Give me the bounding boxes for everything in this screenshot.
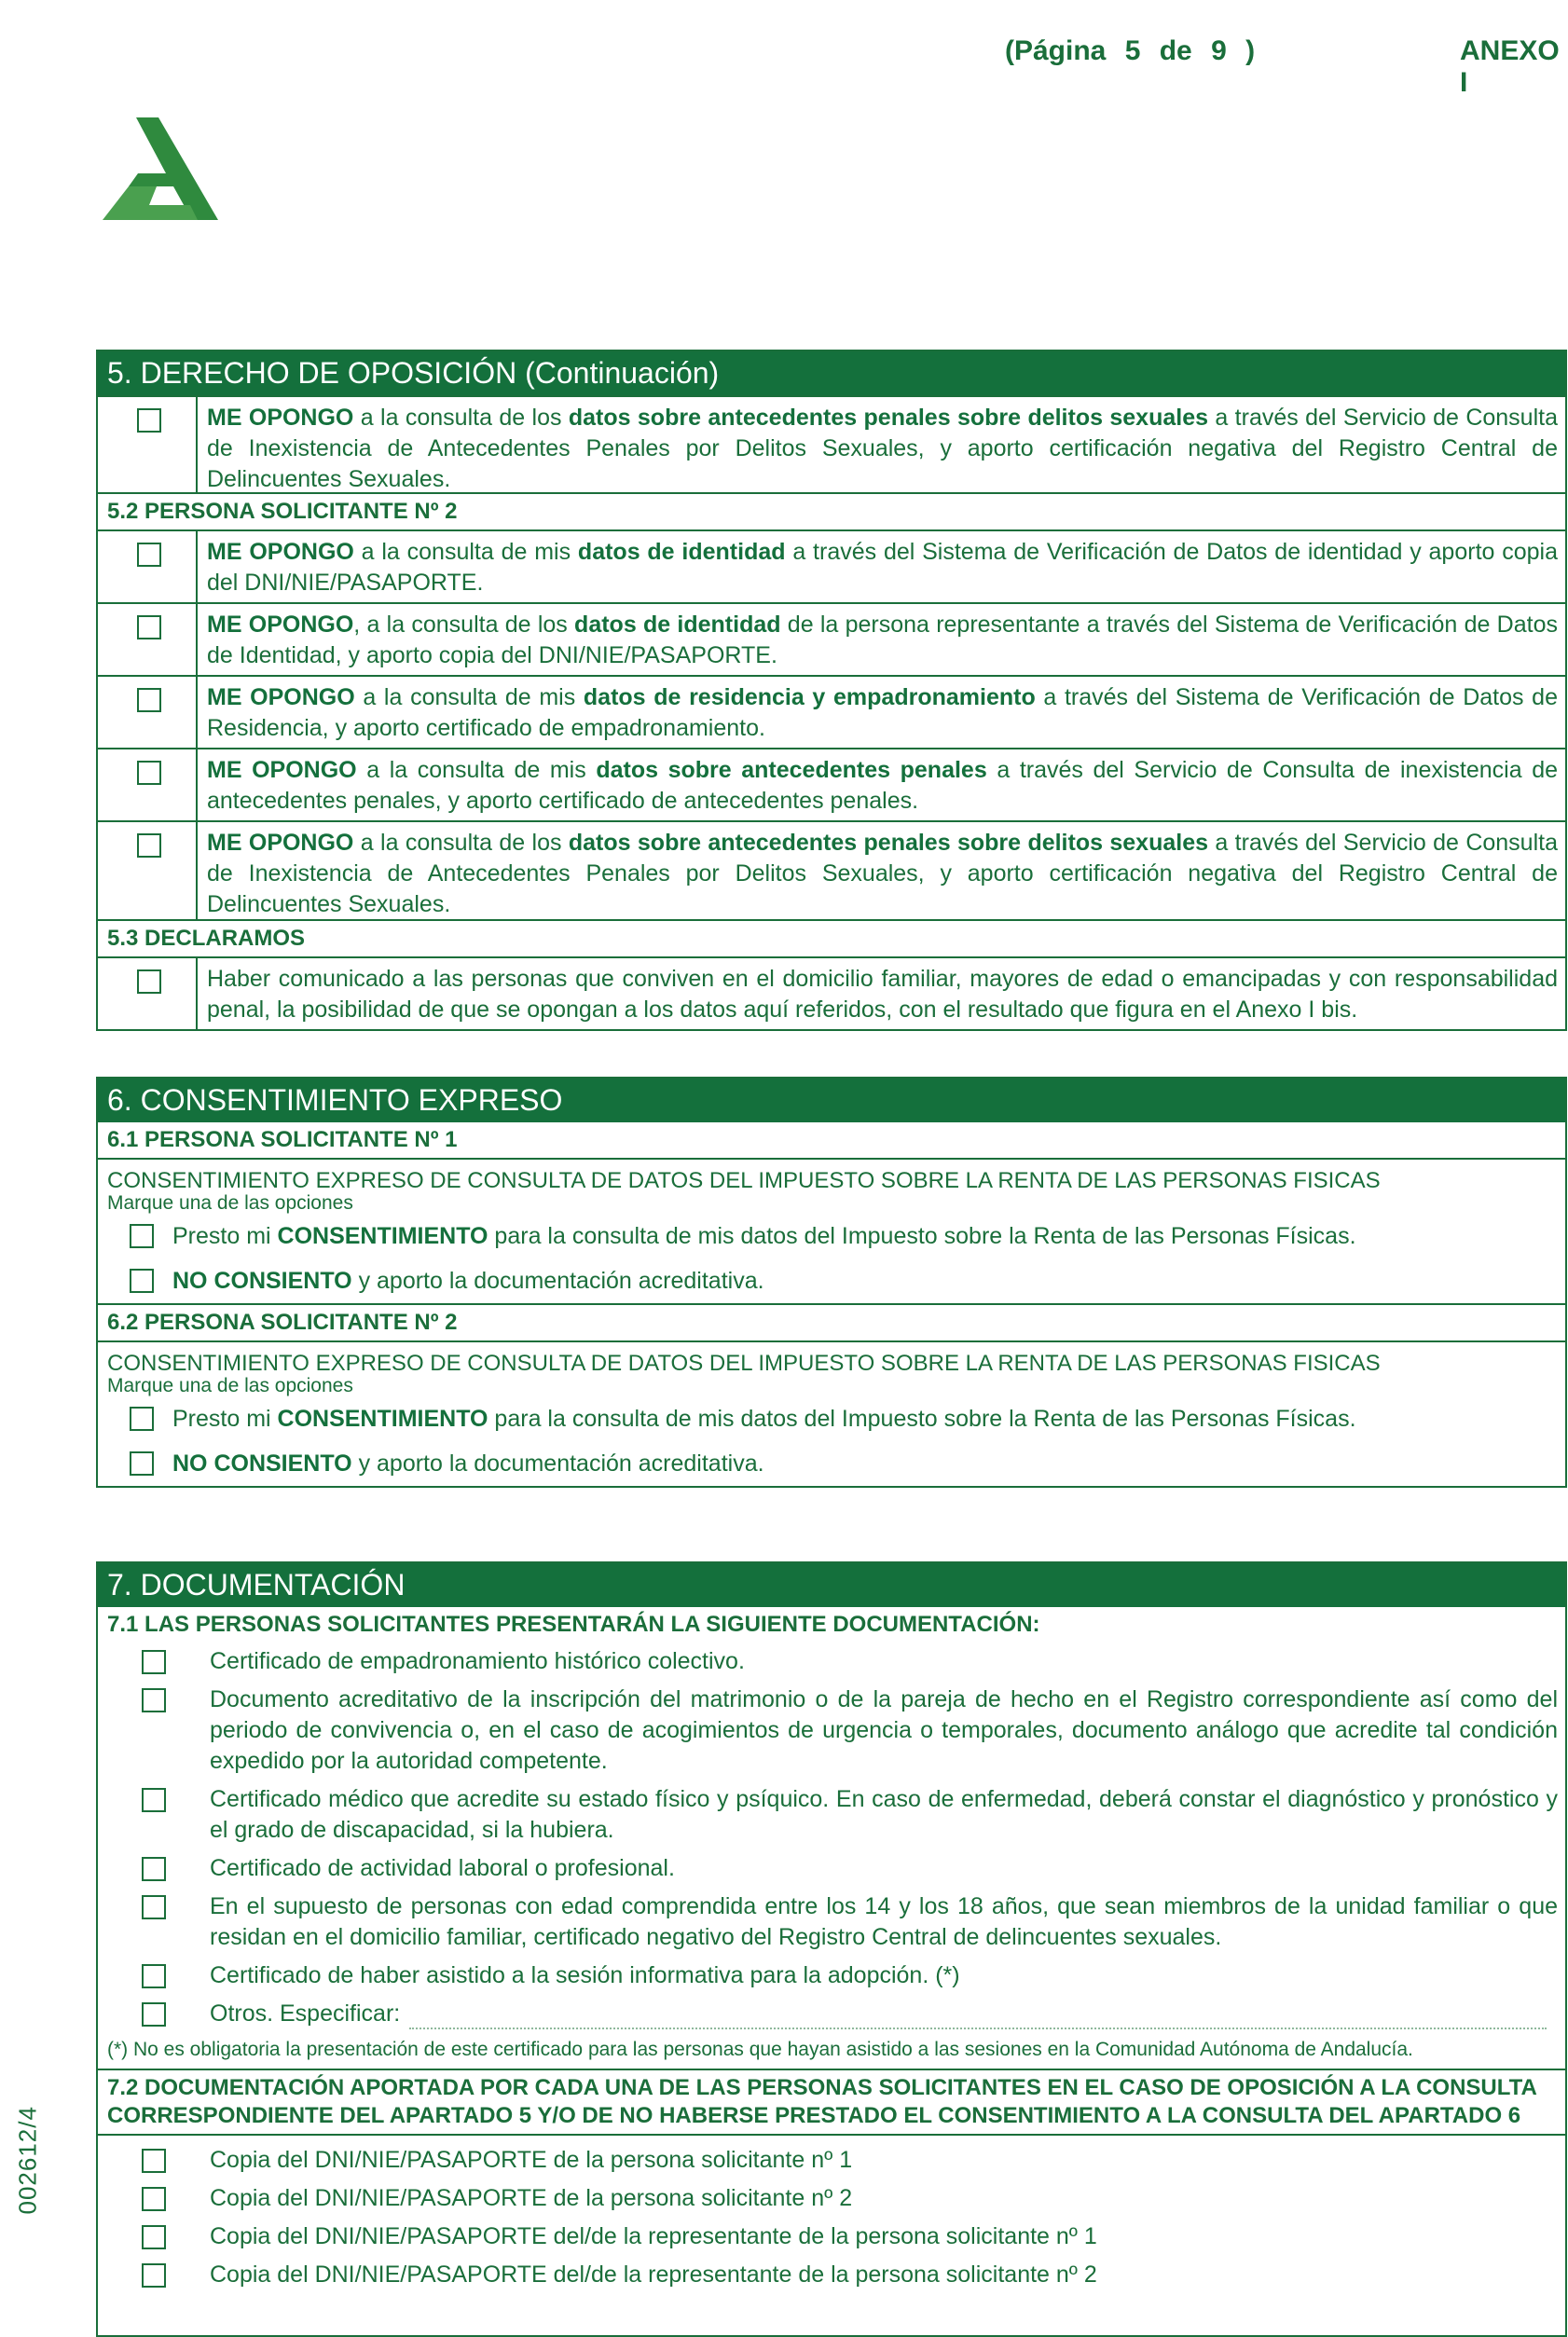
section-5-oposicion <box>96 350 1567 1031</box>
consent-no-option[interactable]: NO CONSIENTO y aporto la documentación acreditativa. <box>98 1258 1565 1303</box>
document-checkbox[interactable] <box>142 1650 166 1674</box>
declaramos-checkbox[interactable] <box>137 969 161 994</box>
oposicion-checkbox[interactable] <box>137 543 161 567</box>
consent-yes-option[interactable]: Presto mi CONSENTIMIENTO para la consulta de mis datos del Impuesto sobre la Renta de las Personas Físicas. <box>98 1396 1565 1441</box>
document-item: Copia del DNI/NIE/PASAPORTE de la persona solicitante nº 1 <box>98 2141 1565 2179</box>
consent-no-checkbox[interactable] <box>130 1269 154 1293</box>
oposicion-row: ME OPONGO a la consulta de los datos sobre antecedentes penales sobre delitos sexuales a través del Servicio de Consulta de Inexistencia de Antecedentes Penales por Delitos Sexuales, y aporto certificación negativa del Registro Central de Delincuentes Sexuales. <box>98 395 1565 492</box>
consent-yes-checkbox[interactable] <box>130 1224 154 1248</box>
page-of-label: de <box>1159 35 1192 66</box>
section-6-consentimiento <box>96 1077 1567 1488</box>
document-item: Certificado de empadronamiento histórico colectivo. <box>98 1643 1565 1681</box>
oposicion-row: ME OPONGO, a la consulta de los datos de identidad de la persona representante a través del Sistema de Verificación de Datos de Identidad, y aporto copia del DNI/NIE/PASAPORTE. <box>98 602 1565 675</box>
page-label: (Página <box>1005 35 1107 66</box>
consent-hint: Marque una de las opciones <box>107 1192 353 1214</box>
footnote: (*) No es obligatoria la presentación de este certificado para las personas que hayan asistido a las sesiones en la Comunidad Autónoma de Andalucía. <box>107 2039 1413 2060</box>
document-code: 002612/4 <box>13 2106 42 2215</box>
document-checkbox[interactable] <box>142 1964 166 1988</box>
subsection-7-2-heading: 7.2 DOCUMENTACIÓN APORTADA POR CADA UNA DE LAS PERSONAS SOLICITANTES EN EL CASO DE OPOSICIÓN A LA CONSULTA CORRESPONDIENTE DEL APARTADO 5 Y/O DE NO HABERSE PRESTADO EL CONSENTIMIENTO A LA CONSULTA DEL APARTADO 6 <box>98 2069 1565 2134</box>
page-total: 9 <box>1211 35 1227 66</box>
document-item: Certificado de actividad laboral o profesional. <box>98 1849 1565 1888</box>
section-5-title: 5. DERECHO DE OPOSICIÓN (Continuación) <box>98 351 1565 395</box>
oposicion-row: ME OPONGO a la consulta de mis datos sobre antecedentes penales a través del Servicio de Consulta de inexistencia de antecedentes penales, y aporto certificado de antecedentes penales. <box>98 748 1565 820</box>
page-close: ) <box>1245 35 1256 66</box>
document-item: En el supuesto de personas con edad comprendida entre los 14 y los 18 años, que sean miembros de la unidad familiar o que residan en el domicilio familiar, certificado negativo del Registro Central de delincuentes sexuales. <box>98 1888 1565 1957</box>
oposicion-checkbox[interactable] <box>137 761 161 785</box>
oposicion-checkbox[interactable] <box>137 688 161 712</box>
consent-hint: Marque una de las opciones <box>107 1375 353 1396</box>
subsection-7-1-heading: 7.1 LAS PERSONAS SOLICITANTES PRESENTARÁN LA SIGUIENTE DOCUMENTACIÓN: <box>107 1612 1040 1637</box>
section-7-documentacion <box>96 1561 1567 2337</box>
declaramos-row: Haber comunicado a las personas que conviven en el domicilio familiar, mayores de edad o emancipadas y con responsabilidad penal, la posibilidad de que se opongan a los datos aquí referidos, con el resultado que figura en el Anexo I bis. <box>98 956 1565 1029</box>
consent-heading: CONSENTIMIENTO EXPRESO DE CONSULTA DE DATOS DEL IMPUESTO SOBRE LA RENTA DE LAS PERSONAS FISICAS <box>107 1168 1381 1193</box>
document-item: Copia del DNI/NIE/PASAPORTE de la persona solicitante nº 2 <box>98 2179 1565 2218</box>
document-checkbox[interactable] <box>142 1688 166 1712</box>
subsection-5-2-heading: 5.2 PERSONA SOLICITANTE Nº 2 <box>98 492 1565 529</box>
consent-yes-option[interactable]: Presto mi CONSENTIMIENTO para la consulta de mis datos del Impuesto sobre la Renta de las Personas Físicas. <box>98 1214 1565 1258</box>
subsection-5-3-heading: 5.3 DECLARAMOS <box>98 919 1565 956</box>
annex-label: ANEXO I <box>1460 35 1560 98</box>
consent-no-option[interactable]: NO CONSIENTO y aporto la documentación acreditativa. <box>98 1441 1565 1486</box>
otros-specify-field[interactable] <box>409 2005 1547 2029</box>
document-checkbox[interactable] <box>142 2187 166 2211</box>
oposicion-row: ME OPONGO a la consulta de mis datos de identidad a través del Sistema de Verificación de Datos de identidad y aporto copia del DNI/NIE/PASAPORTE. <box>98 529 1565 602</box>
document-item: Copia del DNI/NIE/PASAPORTE del/de la representante de la persona solicitante nº 2 <box>98 2256 1565 2294</box>
consent-no-checkbox[interactable] <box>130 1451 154 1476</box>
document-checkbox[interactable] <box>142 1895 166 1919</box>
document-checkbox[interactable] <box>142 2263 166 2288</box>
document-checkbox[interactable] <box>142 2002 166 2027</box>
document-checkbox[interactable] <box>142 1857 166 1881</box>
subsection-6-1-heading: 6.1 PERSONA SOLICITANTE Nº 1 <box>107 1127 458 1152</box>
subsection-6-2-heading: 6.2 PERSONA SOLICITANTE Nº 2 <box>98 1303 1565 1340</box>
document-checkbox[interactable] <box>142 2149 166 2173</box>
oposicion-checkbox[interactable] <box>137 408 161 433</box>
consent-yes-checkbox[interactable] <box>130 1407 154 1431</box>
oposicion-checkbox[interactable] <box>137 833 161 858</box>
page-current: 5 <box>1124 35 1141 66</box>
junta-andalucia-logo <box>101 101 224 224</box>
document-item: Certificado de haber asistido a la sesión informativa para la adopción. (*) <box>98 1957 1565 1995</box>
oposicion-checkbox[interactable] <box>137 615 161 639</box>
document-item: Certificado médico que acredite su estado físico y psíquico. En caso de enfermedad, deberá constar el diagnóstico y pronóstico y el grado de discapacidad, si la hubiera. <box>98 1780 1565 1849</box>
document-item: Copia del DNI/NIE/PASAPORTE del/de la representante de la persona solicitante nº 1 <box>98 2218 1565 2256</box>
oposicion-row: ME OPONGO a la consulta de los datos sobre antecedentes penales sobre delitos sexuales a través del Servicio de Consulta de Inexistencia de Antecedentes Penales por Delitos Sexuales, y aporto certificación negativa del Registro Central de Delincuentes Sexuales. <box>98 820 1565 919</box>
consent-heading: CONSENTIMIENTO EXPRESO DE CONSULTA DE DATOS DEL IMPUESTO SOBRE LA RENTA DE LAS PERSONAS FISICAS <box>107 1351 1381 1376</box>
document-item: Documento acreditativo de la inscripción del matrimonio o de la pareja de hecho en el Registro correspondiente así como del periodo de convivencia o, en el caso de acogimientos de urgencia o temporales, documento análogo que acredite tal condición expedido por la autoridad competente. <box>98 1681 1565 1780</box>
section-7-title: 7. DOCUMENTACIÓN <box>98 1563 1565 1607</box>
document-checkbox[interactable] <box>142 2225 166 2249</box>
page-indicator <box>999 35 1260 67</box>
oposicion-row: ME OPONGO a la consulta de mis datos de residencia y empadronamiento a través del Sistema de Verificación de Datos de Residencia, y aporto certificado de empadronamiento. <box>98 675 1565 748</box>
section-6-title: 6. CONSENTIMIENTO EXPRESO <box>98 1079 1565 1122</box>
document-checkbox[interactable] <box>142 1788 166 1812</box>
document-item-otros: Otros. Especificar: <box>98 1995 1565 2033</box>
